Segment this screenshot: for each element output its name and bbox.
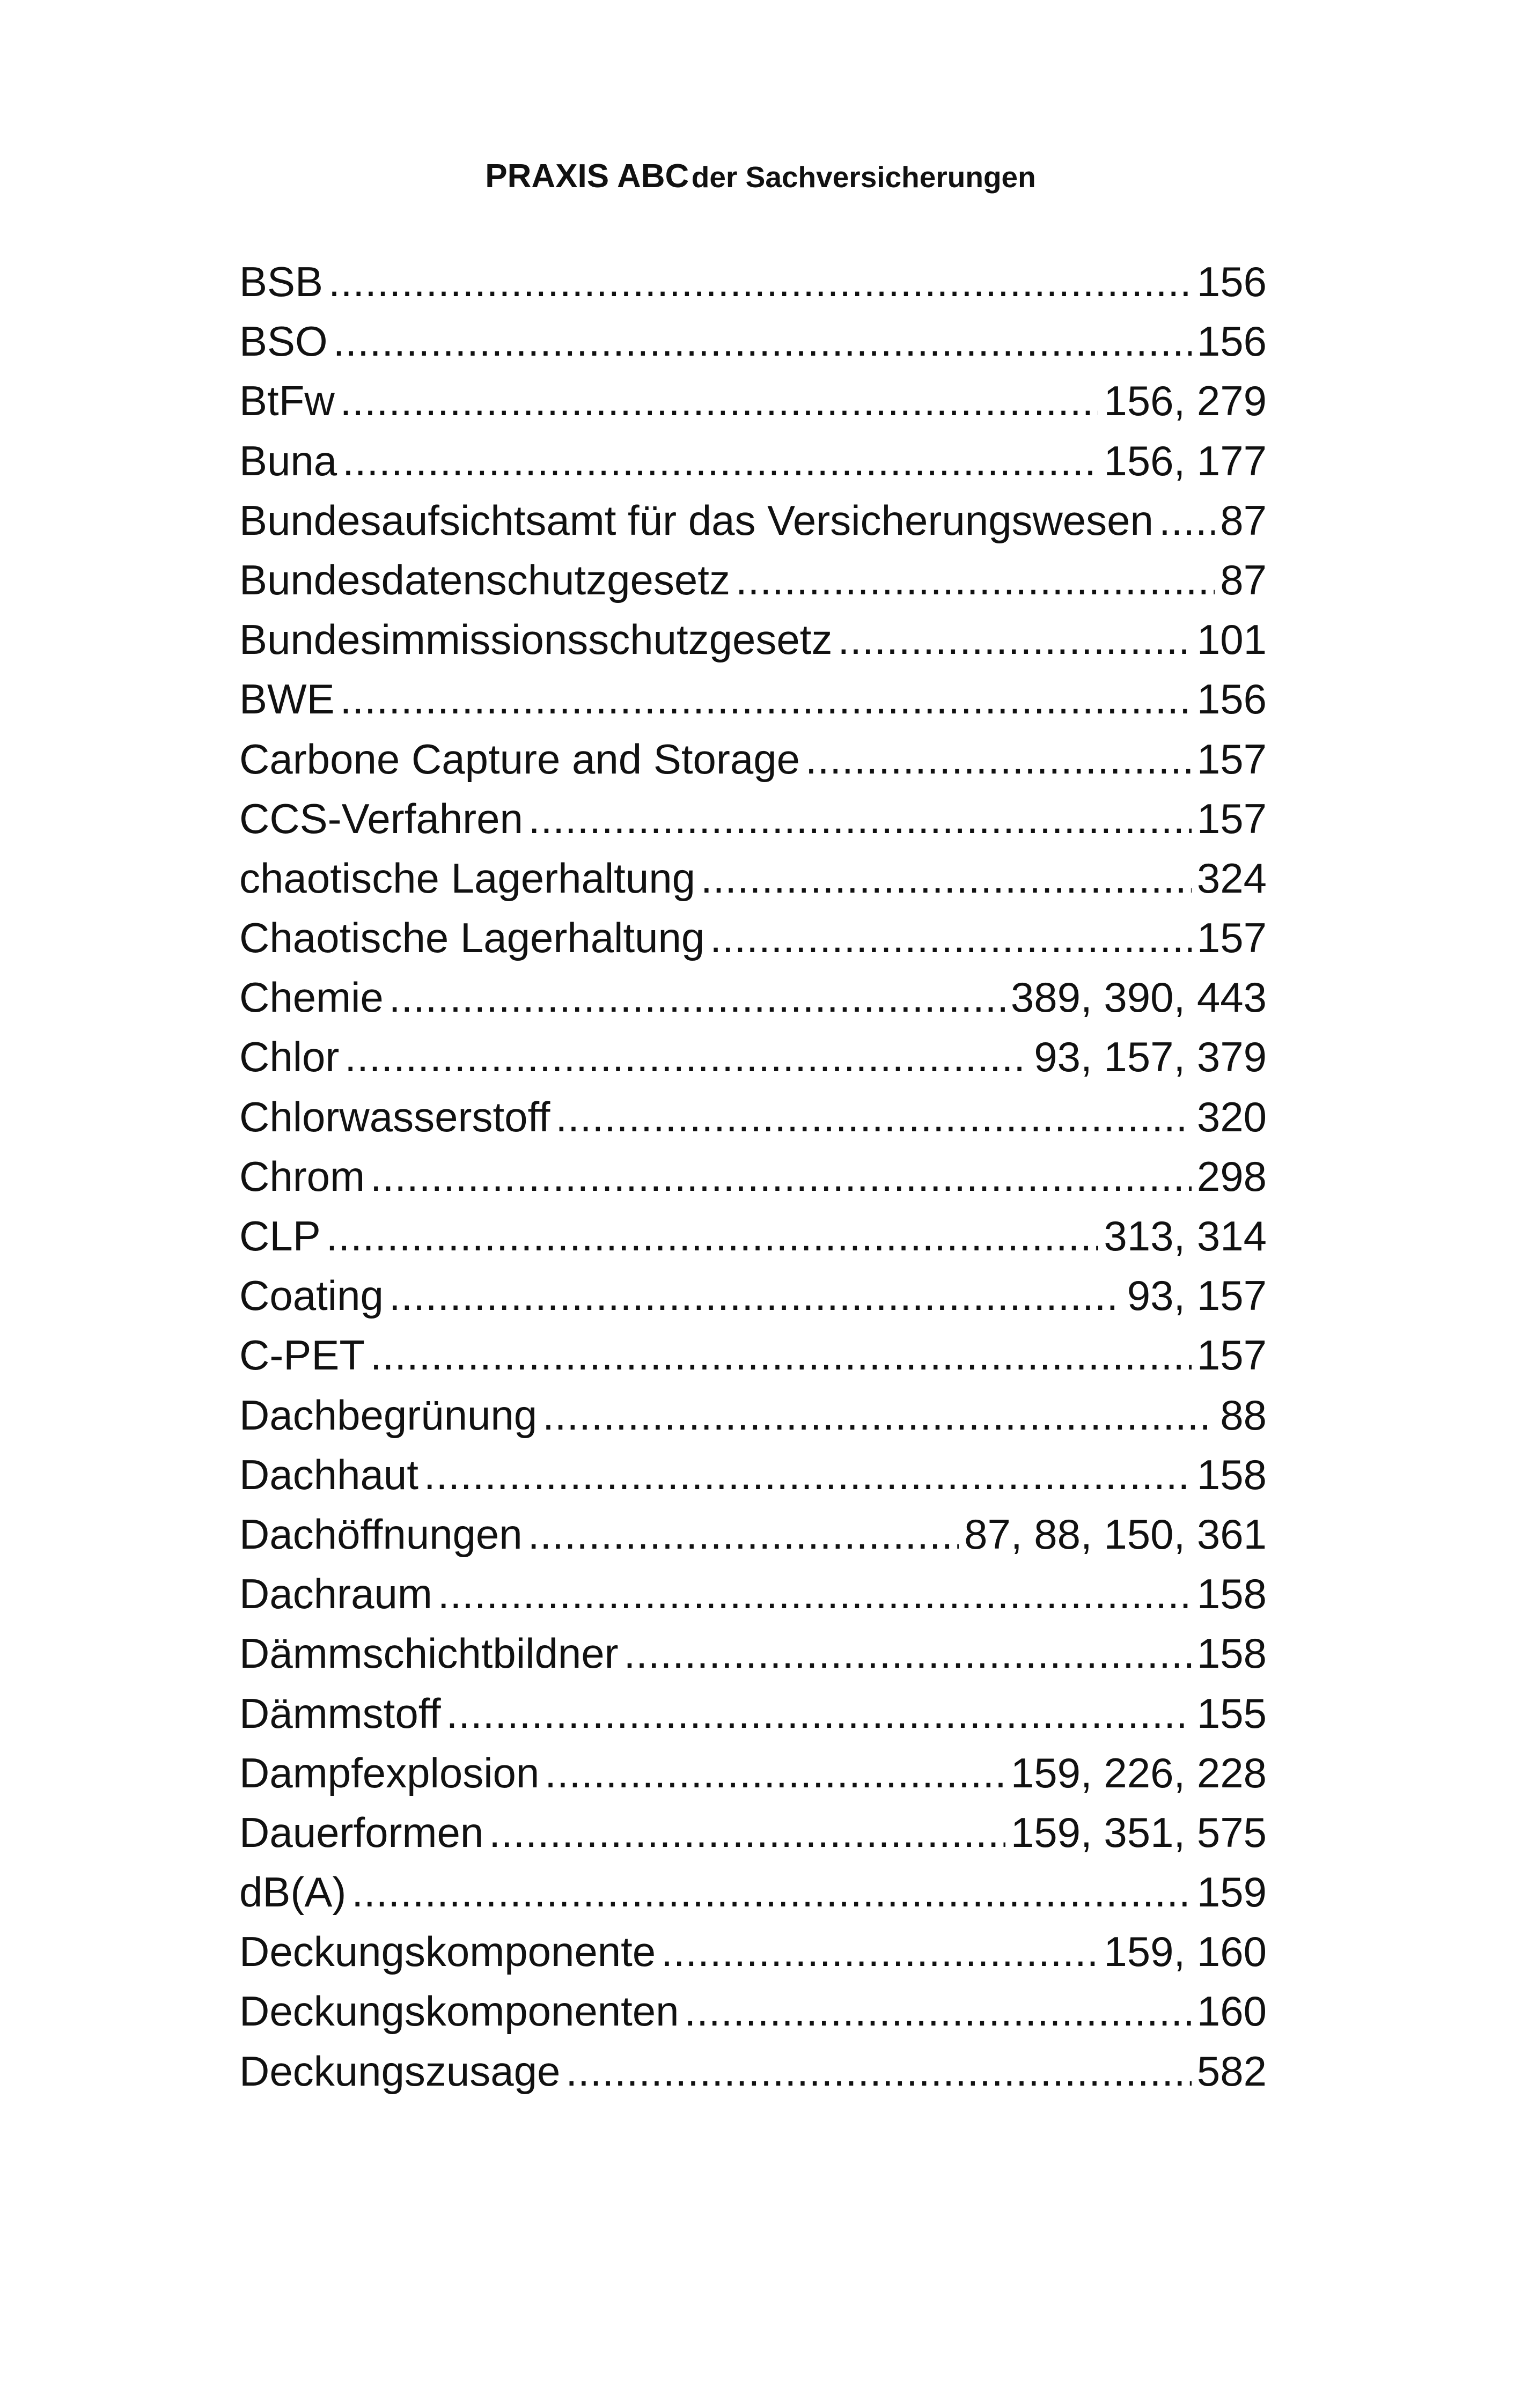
index-entry <box>239 849 1267 908</box>
page-references: 87, 88, 150, 361 <box>964 1510 1267 1558</box>
index-entry <box>239 1862 1267 1922</box>
index-entry <box>239 1803 1267 1862</box>
index-term: Buna <box>239 437 337 484</box>
page-references: 157 <box>1196 1331 1267 1379</box>
dot-leader <box>528 1505 959 1564</box>
index-entry <box>239 1027 1267 1087</box>
dot-leader <box>685 1982 1192 2041</box>
dot-leader <box>837 610 1191 669</box>
dot-leader <box>805 730 1192 789</box>
index-term: BSB <box>239 258 324 305</box>
page-references: 159, 160 <box>1104 1928 1267 1976</box>
page-references: 156, 177 <box>1104 437 1267 484</box>
index-entry <box>239 968 1267 1027</box>
index-term: Chaotische Lagerhaltung <box>239 914 705 962</box>
page-references: 93, 157 <box>1127 1272 1267 1320</box>
dot-leader <box>555 1087 1191 1147</box>
dot-leader <box>340 371 1099 431</box>
dot-leader <box>344 1027 1028 1087</box>
header-title-main: PRAXIS ABC <box>485 158 689 195</box>
dot-leader <box>446 1684 1192 1743</box>
index-term: Chrom <box>239 1152 365 1200</box>
index-entry <box>239 1206 1267 1266</box>
page-references: 156 <box>1196 258 1267 305</box>
dot-leader <box>370 1147 1192 1206</box>
index-entry <box>239 1325 1267 1385</box>
index-entry <box>239 1087 1267 1147</box>
index-term: BtFw <box>239 377 335 425</box>
dot-leader <box>542 1386 1215 1445</box>
index-term: Dachbegrünung <box>239 1391 538 1439</box>
dot-leader <box>328 252 1192 312</box>
index-term: Dämmschichtbildner <box>239 1630 619 1677</box>
page-references: 389, 390, 443 <box>1010 974 1267 1021</box>
dot-leader <box>389 1266 1122 1325</box>
page-references: 88 <box>1220 1391 1267 1439</box>
index-term: BWE <box>239 675 335 723</box>
index-term: Deckungszusage <box>239 2047 561 2095</box>
index-term: Dämmstoff <box>239 1689 441 1737</box>
dot-leader <box>389 968 1005 1027</box>
index-entry <box>239 312 1267 371</box>
index-entry <box>239 1147 1267 1206</box>
index-entry <box>239 431 1267 491</box>
page-references: 158 <box>1196 1630 1267 1677</box>
index-term: Carbone Capture and Storage <box>239 735 800 783</box>
page-references: 158 <box>1196 1570 1267 1618</box>
dot-leader <box>340 669 1192 729</box>
index-term: Deckungskomponente <box>239 1928 656 1976</box>
index-entry <box>239 730 1267 789</box>
dot-leader <box>342 431 1098 491</box>
index-term: Deckungskomponenten <box>239 1987 679 2035</box>
index-term: dB(A) <box>239 1868 347 1916</box>
dot-leader <box>701 849 1192 908</box>
dot-leader <box>624 1624 1192 1683</box>
index-entry <box>239 610 1267 669</box>
index-entry <box>239 550 1267 610</box>
index-entry <box>239 2042 1267 2101</box>
page-references: 156 <box>1196 675 1267 723</box>
dot-leader <box>438 1564 1192 1624</box>
page-references: 158 <box>1196 1450 1267 1498</box>
index-term: Dampfexplosion <box>239 1749 540 1796</box>
page-references: 159, 351, 575 <box>1010 1808 1267 1856</box>
index-entry <box>239 1624 1267 1683</box>
page-references: 101 <box>1196 616 1267 664</box>
page-references: 87 <box>1220 556 1267 603</box>
index-term: BSO <box>239 318 328 365</box>
index-term: C-PET <box>239 1331 365 1379</box>
page-references: 93, 157, 379 <box>1034 1033 1267 1081</box>
index-entry <box>239 1266 1267 1325</box>
index-entry <box>239 371 1267 431</box>
index-term: Bundesdatenschutzgesetz <box>239 556 730 603</box>
page-references: 324 <box>1196 854 1267 902</box>
dot-leader <box>370 1325 1192 1385</box>
dot-leader <box>710 908 1192 968</box>
page-references: 157 <box>1196 914 1267 962</box>
page-references: 156 <box>1196 318 1267 365</box>
index-entry <box>239 252 1267 312</box>
index-term: Bundesimmissionsschutzgesetz <box>239 616 833 664</box>
index-entry <box>239 1982 1267 2041</box>
index-term: Chlor <box>239 1033 340 1081</box>
dot-leader <box>528 789 1192 849</box>
index-entry <box>239 1445 1267 1505</box>
index-entry <box>239 1505 1267 1564</box>
index-entry <box>239 669 1267 729</box>
index-term: Bundesaufsichtsamt für das Versicherungswesen <box>239 496 1153 544</box>
index-term: Dachöffnungen <box>239 1510 523 1558</box>
header-title-rest: der Sachversicherungen <box>691 160 1036 194</box>
index-entry <box>239 1564 1267 1624</box>
page-references: 160 <box>1196 1987 1267 2035</box>
page-references: 159, 226, 228 <box>1010 1749 1267 1796</box>
page-references: 87 <box>1220 496 1267 544</box>
index-list <box>239 252 1267 2101</box>
index-term: Coating <box>239 1272 384 1320</box>
index-term: Dauerformen <box>239 1808 484 1856</box>
running-header <box>0 160 1521 193</box>
dot-leader <box>1159 491 1215 550</box>
dot-leader <box>424 1445 1192 1505</box>
dot-leader <box>351 1862 1191 1922</box>
index-term: Chlorwasserstoff <box>239 1093 550 1140</box>
page-references: 582 <box>1196 2047 1267 2095</box>
index-entry <box>239 1743 1267 1803</box>
page-references: 157 <box>1196 794 1267 842</box>
page-references: 313, 314 <box>1104 1212 1267 1260</box>
dot-leader <box>736 550 1215 610</box>
page-references: 157 <box>1196 735 1267 783</box>
index-term: Dachraum <box>239 1570 432 1618</box>
index-entry <box>239 1922 1267 1982</box>
index-entry <box>239 1684 1267 1743</box>
dot-leader <box>333 312 1192 371</box>
page-references: 156, 279 <box>1104 377 1267 425</box>
index-entry <box>239 1386 1267 1445</box>
dot-leader <box>489 1803 1005 1862</box>
page-references: 155 <box>1196 1689 1267 1737</box>
index-entry <box>239 789 1267 849</box>
dot-leader <box>545 1743 1005 1803</box>
index-term: Chemie <box>239 974 384 1021</box>
page-references: 320 <box>1196 1093 1267 1140</box>
index-entry <box>239 908 1267 968</box>
dot-leader <box>565 2042 1191 2101</box>
index-term: Dachhaut <box>239 1450 418 1498</box>
index-term: CLP <box>239 1212 321 1260</box>
index-entry <box>239 491 1267 550</box>
page-references: 159 <box>1196 1868 1267 1916</box>
index-term: CCS-Verfahren <box>239 794 523 842</box>
dot-leader <box>326 1206 1099 1266</box>
page-references: 298 <box>1196 1152 1267 1200</box>
index-term: chaotische Lagerhaltung <box>239 854 695 902</box>
dot-leader <box>661 1922 1098 1982</box>
